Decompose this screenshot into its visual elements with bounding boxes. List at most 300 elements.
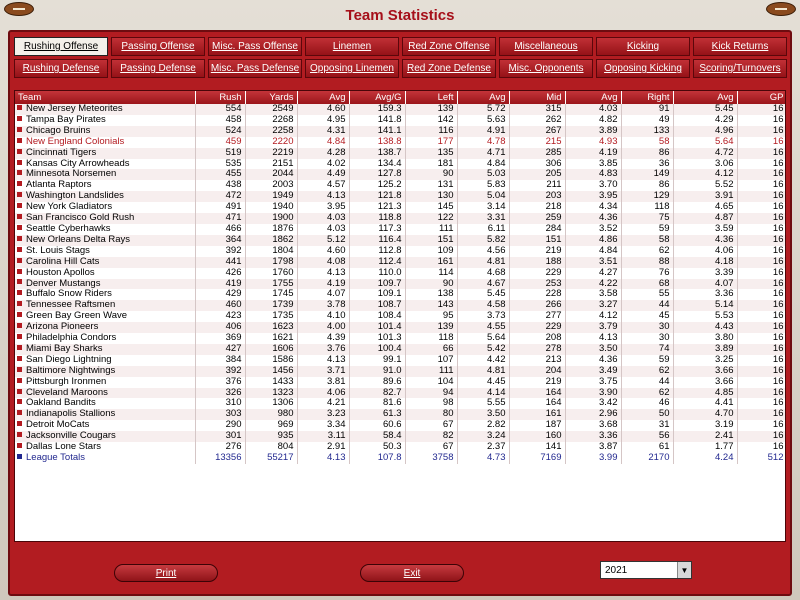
stat-cell-right: 59 (621, 355, 673, 366)
bullet-icon (17, 356, 22, 361)
stat-cell-avg: 5.03 (457, 169, 509, 180)
stat-cell-avg-g: 109.7 (349, 279, 405, 290)
table-row[interactable] (15, 224, 786, 235)
stat-cell-left: 139 (405, 322, 457, 333)
stat-cell-right: 86 (621, 180, 673, 191)
table-row[interactable] (15, 169, 786, 180)
stat-cell-gp: 16 (737, 398, 786, 409)
bullet-icon (17, 203, 22, 208)
team-name: Washington Landslides (26, 191, 124, 202)
totals-row[interactable] (15, 453, 786, 464)
stat-cell-avg: 4.78 (457, 137, 509, 148)
stat-cell-avg: 4.56 (457, 246, 509, 257)
stat-cell-mid: 213 (509, 355, 565, 366)
stat-cell-avg: 4.36 (673, 235, 737, 246)
table-row[interactable] (15, 137, 786, 148)
table-row[interactable] (15, 126, 786, 137)
stat-cell-avg: 4.14 (457, 388, 509, 399)
stat-cell-avg: 4.03 (565, 104, 621, 115)
column-header-avg-g[interactable]: Avg/G (349, 91, 405, 104)
team-name-cell (15, 388, 195, 399)
bullet-icon (17, 225, 22, 230)
stat-cell-rush: 290 (195, 420, 245, 431)
stat-cell-gp: 16 (737, 366, 786, 377)
stat-cell-avg: 5.63 (457, 115, 509, 126)
stat-cell-avg-g: 141.8 (349, 115, 405, 126)
stat-cell-avg-g: 61.3 (349, 409, 405, 420)
team-name-cell (15, 126, 195, 137)
tab-passing-offense[interactable]: Passing Offense (111, 37, 205, 56)
stat-cell-right: 149 (621, 169, 673, 180)
team-name: Atlanta Raptors (26, 180, 92, 191)
stat-cell-yards: 2003 (245, 180, 297, 191)
tab-misc-pass-defense[interactable]: Misc. Pass Defense (208, 59, 302, 78)
table-row[interactable] (15, 246, 786, 257)
stat-cell-avg: 3.66 (673, 366, 737, 377)
tab-kick-returns[interactable]: Kick Returns (693, 37, 787, 56)
stat-cell-left: 90 (405, 279, 457, 290)
stat-cell-avg: 4.49 (297, 169, 349, 180)
stat-cell-avg: 4.82 (565, 115, 621, 126)
stat-cell-avg: 4.42 (457, 355, 509, 366)
stat-cell-left: 135 (405, 148, 457, 159)
stats-table-container[interactable] (14, 90, 786, 542)
stat-cell-avg-g: 125.2 (349, 180, 405, 191)
stat-cell-rush: 384 (195, 355, 245, 366)
stat-cell-avg: 3.11 (297, 431, 349, 442)
chevron-down-icon[interactable]: ▼ (677, 562, 691, 578)
stat-cell-mid: 262 (509, 115, 565, 126)
tab-misc-pass-offense[interactable]: Misc. Pass Offense (208, 37, 302, 56)
stat-cell-gp: 16 (737, 442, 786, 453)
team-name: Cleveland Maroons (26, 387, 108, 398)
bullet-icon (17, 301, 22, 306)
column-header-avg[interactable]: Avg (297, 91, 349, 104)
stats-table (15, 91, 786, 464)
stat-cell-avg: 4.19 (297, 279, 349, 290)
team-name: Kansas City Arrowheads (26, 158, 130, 169)
stat-cell-avg: 4.03 (297, 213, 349, 224)
tab-rushing-defense[interactable]: Rushing Defense (14, 59, 108, 78)
stat-cell-rush: 392 (195, 246, 245, 257)
bullet-icon (17, 345, 22, 350)
table-row[interactable] (15, 279, 786, 290)
tab-row-defense (14, 59, 790, 78)
tab-scoring-turnovers[interactable]: Scoring/Turnovers (693, 59, 787, 78)
table-row[interactable] (15, 355, 786, 366)
table-row[interactable] (15, 431, 786, 442)
stat-cell-right: 62 (621, 246, 673, 257)
stat-cell-mid: 164 (509, 388, 565, 399)
table-row[interactable] (15, 257, 786, 268)
bullet-icon (17, 443, 22, 448)
stat-cell-avg: 4.91 (457, 126, 509, 137)
stat-cell-mid: 204 (509, 366, 565, 377)
stat-cell-mid: 229 (509, 322, 565, 333)
stat-cell-avg: 4.86 (565, 235, 621, 246)
stat-cell-yards: 1306 (245, 398, 297, 409)
stat-cell-left: 161 (405, 257, 457, 268)
stat-cell-mid: 211 (509, 180, 565, 191)
bullet-icon (17, 170, 22, 175)
table-row[interactable] (15, 377, 786, 388)
stat-cell-right: 2170 (621, 453, 673, 464)
stat-cell-avg: 3.36 (673, 289, 737, 300)
table-row[interactable] (15, 366, 786, 377)
team-name-cell (15, 333, 195, 344)
stat-cell-rush: 438 (195, 180, 245, 191)
stat-cell-avg-g: 138.8 (349, 137, 405, 148)
stat-cell-avg: 4.27 (565, 268, 621, 279)
stat-cell-gp: 16 (737, 115, 786, 126)
stat-cell-mid: 188 (509, 257, 565, 268)
table-row[interactable] (15, 115, 786, 126)
football-icon (766, 2, 796, 16)
stat-cell-avg: 4.13 (297, 355, 349, 366)
stat-cell-mid: 161 (509, 409, 565, 420)
stat-cell-gp: 16 (737, 159, 786, 170)
stat-cell-avg: 3.06 (673, 159, 737, 170)
stat-cell-right: 50 (621, 409, 673, 420)
stat-cell-left: 142 (405, 115, 457, 126)
tab-kicking[interactable]: Kicking (596, 37, 690, 56)
table-row[interactable] (15, 268, 786, 279)
stat-cell-rush: 458 (195, 115, 245, 126)
stat-cell-mid: 315 (509, 104, 565, 115)
stat-cell-rush: 426 (195, 268, 245, 279)
tab-red-zone-defense[interactable]: Red Zone Defense (402, 59, 496, 78)
stat-cell-right: 74 (621, 344, 673, 355)
stat-cell-avg: 5.82 (457, 235, 509, 246)
stat-cell-avg: 3.59 (673, 224, 737, 235)
stat-cell-left: 145 (405, 202, 457, 213)
team-name: Miami Bay Sharks (26, 343, 103, 354)
table-row[interactable] (15, 311, 786, 322)
stat-cell-avg: 4.00 (297, 322, 349, 333)
stat-cell-rush: 491 (195, 202, 245, 213)
table-body (15, 104, 786, 464)
stat-cell-avg: 3.99 (565, 453, 621, 464)
stat-cell-left: 94 (405, 388, 457, 399)
bullet-icon (17, 323, 22, 328)
team-name-cell (15, 344, 195, 355)
stat-cell-mid: 164 (509, 398, 565, 409)
tab-passing-defense[interactable]: Passing Defense (111, 59, 205, 78)
bullet-icon (17, 105, 22, 110)
stat-cell-right: 46 (621, 398, 673, 409)
column-header-avg[interactable]: Avg (673, 91, 737, 104)
stat-cell-avg: 4.19 (565, 148, 621, 159)
table-row[interactable] (15, 409, 786, 420)
stat-cell-rush: 369 (195, 333, 245, 344)
table-row[interactable] (15, 398, 786, 409)
table-row[interactable] (15, 191, 786, 202)
stat-cell-right: 36 (621, 159, 673, 170)
stat-cell-avg: 5.52 (673, 180, 737, 191)
stat-cell-avg-g: 134.4 (349, 159, 405, 170)
stat-cell-yards: 2151 (245, 159, 297, 170)
stat-cell-avg: 3.78 (297, 300, 349, 311)
stat-cell-avg: 3.90 (565, 388, 621, 399)
stat-cell-avg: 3.75 (565, 377, 621, 388)
team-name: Baltimore Nightwings (26, 365, 116, 376)
team-name: New York Gladiators (26, 202, 113, 213)
team-name-cell (15, 191, 195, 202)
bullet-icon (17, 181, 22, 186)
season-value: 2021 (605, 564, 628, 576)
stat-cell-gp: 16 (737, 191, 786, 202)
stat-cell-gp: 16 (737, 289, 786, 300)
stat-cell-gp: 16 (737, 355, 786, 366)
team-name: Tampa Bay Pirates (26, 114, 106, 125)
stat-cell-avg: 4.02 (297, 159, 349, 170)
team-name: Carolina Hill Cats (26, 256, 100, 267)
column-header-avg[interactable]: Avg (565, 91, 621, 104)
stat-cell-avg: 2.82 (457, 420, 509, 431)
tab-red-zone-offense[interactable]: Red Zone Offense (402, 37, 496, 56)
stat-cell-avg-g: 110.0 (349, 268, 405, 279)
stat-cell-avg: 2.37 (457, 442, 509, 453)
table-row[interactable] (15, 104, 786, 115)
stat-cell-left: 95 (405, 311, 457, 322)
stat-cell-avg: 4.71 (457, 148, 509, 159)
stat-cell-avg-g: 112.8 (349, 246, 405, 257)
team-name-cell (15, 300, 195, 311)
stat-cell-avg: 2.41 (673, 431, 737, 442)
stat-cell-yards: 2258 (245, 126, 297, 137)
table-row[interactable] (15, 388, 786, 399)
column-header-right[interactable]: Right (621, 91, 673, 104)
stat-cell-rush: 429 (195, 289, 245, 300)
stat-cell-yards: 980 (245, 409, 297, 420)
stat-cell-avg: 3.36 (565, 431, 621, 442)
stat-cell-yards: 1586 (245, 355, 297, 366)
team-name: Pittsburgh Ironmen (26, 376, 107, 387)
category-tabs (14, 37, 790, 81)
stat-cell-yards: 1755 (245, 279, 297, 290)
stat-cell-mid: 151 (509, 235, 565, 246)
table-row[interactable] (15, 148, 786, 159)
stat-cell-avg: 5.14 (673, 300, 737, 311)
stat-cell-avg-g: 101.3 (349, 333, 405, 344)
stat-cell-avg: 4.96 (673, 126, 737, 137)
tab-opposing-linemen[interactable]: Opposing Linemen (305, 59, 399, 78)
column-header-mid[interactable]: Mid (509, 91, 565, 104)
table-row[interactable] (15, 300, 786, 311)
stat-cell-avg-g: 141.1 (349, 126, 405, 137)
stat-cell-gp: 16 (737, 257, 786, 268)
column-header-gp[interactable]: GP (737, 91, 786, 104)
bullet-icon (17, 378, 22, 383)
stat-cell-avg: 3.24 (457, 431, 509, 442)
bullet-icon (17, 421, 22, 426)
stat-cell-yards: 1735 (245, 311, 297, 322)
stat-cell-right: 44 (621, 377, 673, 388)
stat-cell-right: 31 (621, 420, 673, 431)
table-row[interactable] (15, 213, 786, 224)
team-name: Arizona Pioneers (26, 322, 99, 333)
print-button[interactable]: Print (114, 564, 218, 582)
stat-cell-gp: 16 (737, 300, 786, 311)
stat-cell-avg-g: 116.4 (349, 235, 405, 246)
table-row[interactable] (15, 289, 786, 300)
stat-cell-mid: 285 (509, 148, 565, 159)
stat-cell-rush: 392 (195, 366, 245, 377)
column-header-left[interactable]: Left (405, 91, 457, 104)
stat-cell-mid: 278 (509, 344, 565, 355)
team-name-cell (15, 431, 195, 442)
table-row[interactable] (15, 322, 786, 333)
stat-cell-rush: 471 (195, 213, 245, 224)
stat-cell-avg: 4.13 (297, 453, 349, 464)
stat-cell-avg: 3.85 (565, 159, 621, 170)
stat-cell-left: 177 (405, 137, 457, 148)
stat-cell-avg: 4.84 (297, 137, 349, 148)
team-name: Seattle Cyberhawks (26, 223, 111, 234)
stat-cell-avg: 5.45 (673, 104, 737, 115)
stat-cell-avg: 3.81 (297, 377, 349, 388)
team-name-cell (15, 202, 195, 213)
stat-cell-mid: 306 (509, 159, 565, 170)
stat-cell-avg: 4.81 (457, 366, 509, 377)
column-header-yards[interactable]: Yards (245, 91, 297, 104)
stat-cell-avg: 4.21 (297, 398, 349, 409)
bullet-icon (17, 367, 22, 372)
tab-opposing-kicking[interactable]: Opposing Kicking (596, 59, 690, 78)
stat-cell-avg: 3.70 (565, 180, 621, 191)
bullet-icon (17, 432, 22, 437)
team-name: St. Louis Stags (26, 245, 90, 256)
stat-cell-left: 80 (405, 409, 457, 420)
stat-cell-yards: 2220 (245, 137, 297, 148)
stat-cell-avg: 5.42 (457, 344, 509, 355)
stat-cell-yards: 1745 (245, 289, 297, 300)
stat-cell-avg-g: 89.6 (349, 377, 405, 388)
stat-cell-avg: 3.79 (565, 322, 621, 333)
team-name-cell (15, 442, 195, 453)
column-header-rush[interactable]: Rush (195, 91, 245, 104)
stat-cell-right: 58 (621, 137, 673, 148)
stat-cell-left: 3758 (405, 453, 457, 464)
team-name: Green Bay Green Wave (26, 311, 128, 322)
table-row[interactable] (15, 344, 786, 355)
stat-cell-right: 86 (621, 148, 673, 159)
stat-cell-avg: 4.06 (297, 388, 349, 399)
stat-cell-avg: 4.83 (565, 169, 621, 180)
stat-cell-gp: 16 (737, 126, 786, 137)
table-row[interactable] (15, 159, 786, 170)
stat-cell-avg: 5.83 (457, 180, 509, 191)
stat-cell-avg: 5.55 (457, 398, 509, 409)
stat-cell-avg: 3.39 (673, 268, 737, 279)
stat-cell-gp: 16 (737, 322, 786, 333)
stat-cell-avg: 3.52 (565, 224, 621, 235)
stat-cell-left: 131 (405, 180, 457, 191)
stat-cell-left: 98 (405, 398, 457, 409)
bullet-icon (17, 334, 22, 339)
team-name: San Francisco Gold Rush (26, 213, 135, 224)
bullet-icon (17, 279, 22, 284)
bullet-icon (17, 160, 22, 165)
stat-cell-avg: 4.22 (565, 279, 621, 290)
table-row[interactable] (15, 202, 786, 213)
stat-cell-rush: 376 (195, 377, 245, 388)
bullet-icon (17, 258, 22, 263)
table-row[interactable] (15, 333, 786, 344)
stat-cell-avg: 4.60 (297, 104, 349, 115)
team-name: Chicago Bruins (26, 125, 91, 136)
stat-cell-avg: 4.81 (457, 257, 509, 268)
stat-cell-rush: 472 (195, 191, 245, 202)
tab-miscellaneous[interactable]: Miscellaneous (499, 37, 593, 56)
bullet-icon (17, 236, 22, 241)
football-icon (4, 2, 34, 16)
stat-cell-avg: 3.95 (565, 191, 621, 202)
stat-cell-avg: 4.84 (457, 159, 509, 170)
stat-cell-avg: 4.87 (673, 213, 737, 224)
stat-cell-gp: 16 (737, 377, 786, 388)
stat-cell-gp: 16 (737, 420, 786, 431)
stats-panel (8, 30, 792, 596)
season-select[interactable] (600, 561, 692, 579)
table-row[interactable] (15, 180, 786, 191)
team-name-cell (15, 289, 195, 300)
table-row[interactable] (15, 442, 786, 453)
stat-cell-avg: 3.66 (673, 377, 737, 388)
team-name-cell (15, 377, 195, 388)
team-name-cell (15, 453, 195, 464)
stat-cell-avg: 4.68 (457, 268, 509, 279)
stat-cell-rush: 535 (195, 159, 245, 170)
team-name-cell (15, 148, 195, 159)
stat-cell-yards: 1621 (245, 333, 297, 344)
stat-cell-avg: 3.80 (673, 333, 737, 344)
stat-cell-gp: 16 (737, 104, 786, 115)
team-name-cell (15, 398, 195, 409)
stat-cell-avg: 3.58 (565, 289, 621, 300)
column-header-avg[interactable]: Avg (457, 91, 509, 104)
table-row[interactable] (15, 420, 786, 431)
stat-cell-right: 61 (621, 442, 673, 453)
bullet-icon (17, 138, 22, 143)
stat-cell-yards: 2044 (245, 169, 297, 180)
stat-cell-avg: 4.13 (565, 333, 621, 344)
stat-cell-avg: 4.34 (565, 202, 621, 213)
table-row[interactable] (15, 235, 786, 246)
tab-linemen[interactable]: Linemen (305, 37, 399, 56)
stat-cell-avg-g: 108.7 (349, 300, 405, 311)
team-name-cell (15, 159, 195, 170)
stat-cell-left: 111 (405, 366, 457, 377)
stat-cell-left: 111 (405, 224, 457, 235)
stat-cell-avg: 4.85 (673, 388, 737, 399)
stat-cell-gp: 16 (737, 213, 786, 224)
stat-cell-avg: 3.89 (673, 344, 737, 355)
stat-cell-right: 68 (621, 279, 673, 290)
exit-button[interactable]: Exit (360, 564, 464, 582)
team-name: Oakland Bandits (26, 398, 96, 409)
stat-cell-right: 55 (621, 289, 673, 300)
stat-cell-avg: 3.49 (565, 366, 621, 377)
stat-cell-gp: 16 (737, 333, 786, 344)
column-header-team[interactable]: Team (15, 91, 195, 104)
tab-rushing-offense[interactable]: Rushing Offense (14, 37, 108, 56)
stat-cell-avg: 3.42 (565, 398, 621, 409)
tab-misc-opponents[interactable]: Misc. Opponents (499, 59, 593, 78)
stat-cell-right: 91 (621, 104, 673, 115)
team-name: New Jersey Meteorites (26, 104, 123, 114)
stat-cell-left: 114 (405, 268, 457, 279)
